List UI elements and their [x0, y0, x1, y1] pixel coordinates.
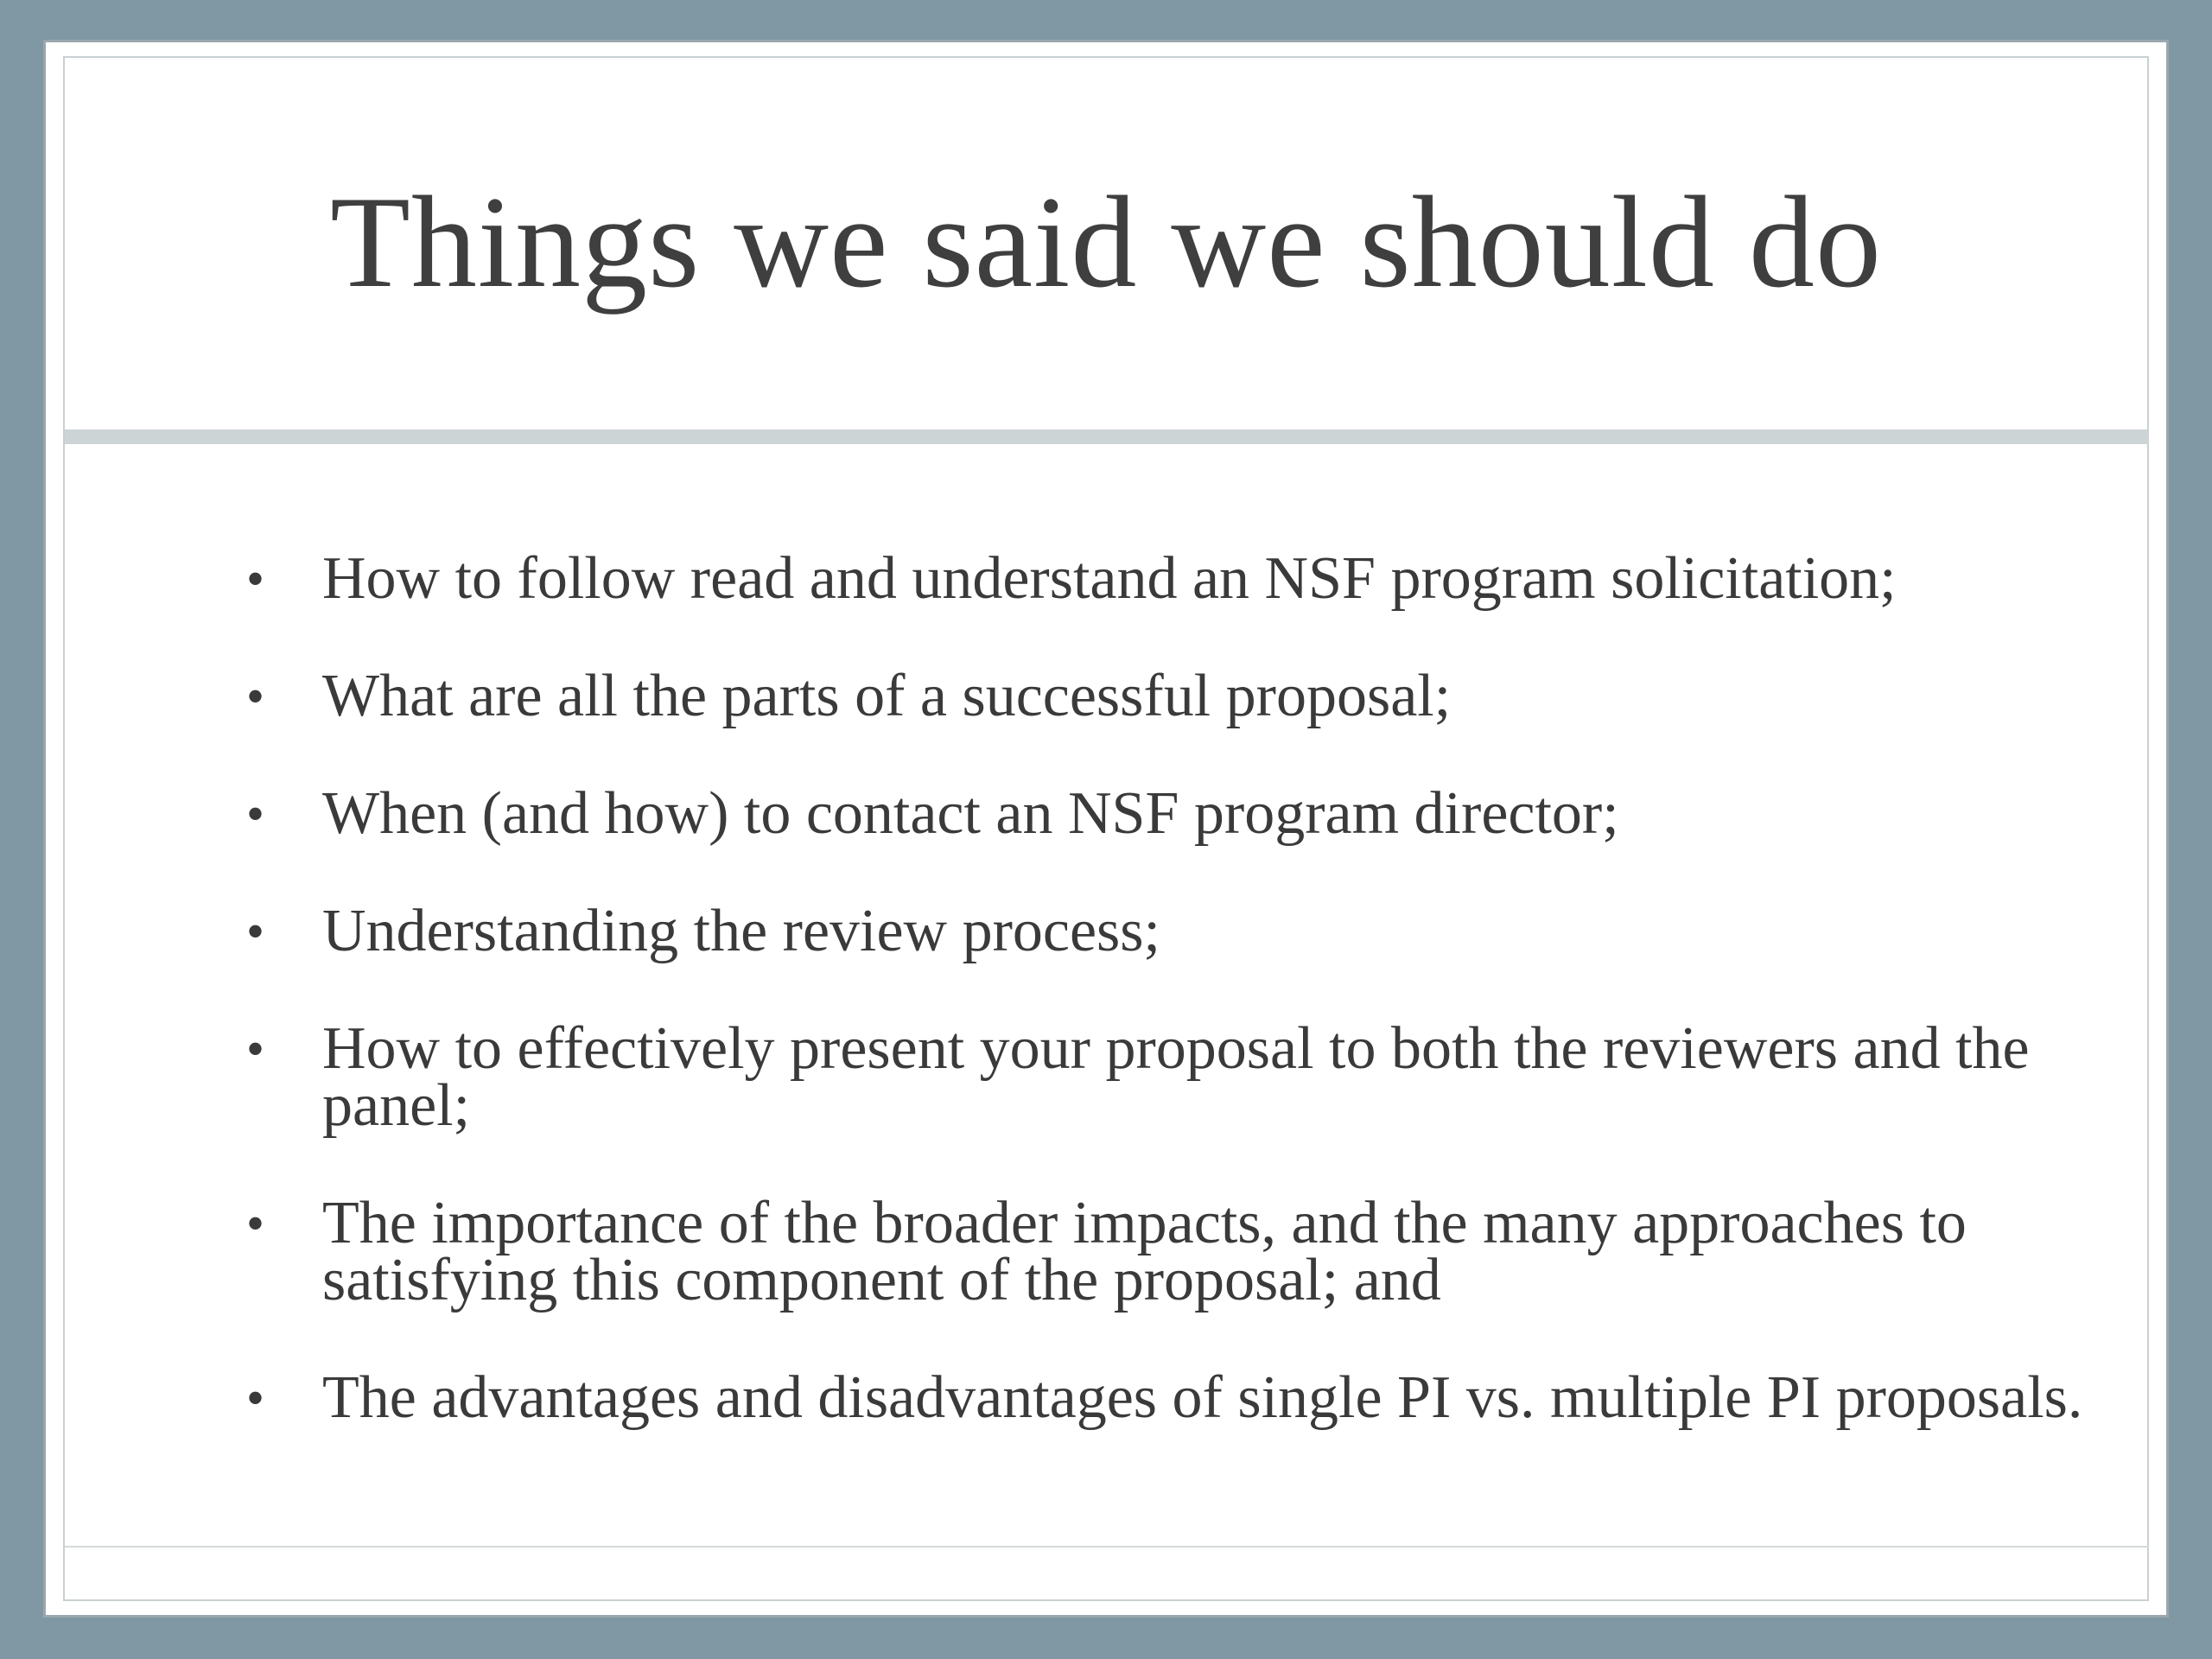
footer-divider — [65, 1546, 2149, 1548]
bullet-icon: • — [246, 1195, 265, 1252]
bullet-icon: • — [246, 668, 265, 725]
slide — [43, 40, 2169, 1618]
bullet-text: How to follow read and understand an NSF program solicitation; — [322, 545, 1897, 612]
bullet-text: The importance of the broader impacts, and the many approaches to satisfying this component of the proposal; and — [322, 1190, 1967, 1313]
bullet-text: How to effectively present your proposal to both the reviewers and the panel; — [322, 1015, 2030, 1139]
bullet-icon: • — [246, 550, 265, 607]
bullet-icon: • — [246, 1370, 265, 1427]
bullet-item — [238, 545, 2087, 612]
bullet-text: The advantages and disadvantages of single PI vs. multiple PI proposals. — [322, 1364, 2083, 1431]
title-divider — [65, 429, 2149, 444]
bullet-icon: • — [246, 1020, 265, 1077]
bullet-text: Understanding the review process; — [322, 898, 1160, 964]
bullet-item — [238, 663, 2087, 729]
bullet-list — [238, 545, 2087, 1487]
bullet-item — [238, 780, 2087, 847]
bullet-text: What are all the parts of a successful proposal; — [322, 663, 1452, 729]
bullet-text: When (and how) to contact an NSF program director; — [322, 780, 1619, 847]
bullet-icon: • — [246, 785, 265, 842]
bullet-item — [238, 1015, 2087, 1139]
slide-title: Things we said we should do — [330, 169, 1882, 315]
bullet-item — [238, 898, 2087, 964]
bullet-icon: • — [246, 903, 265, 960]
bullet-item — [238, 1190, 2087, 1313]
bullet-item — [238, 1364, 2087, 1431]
